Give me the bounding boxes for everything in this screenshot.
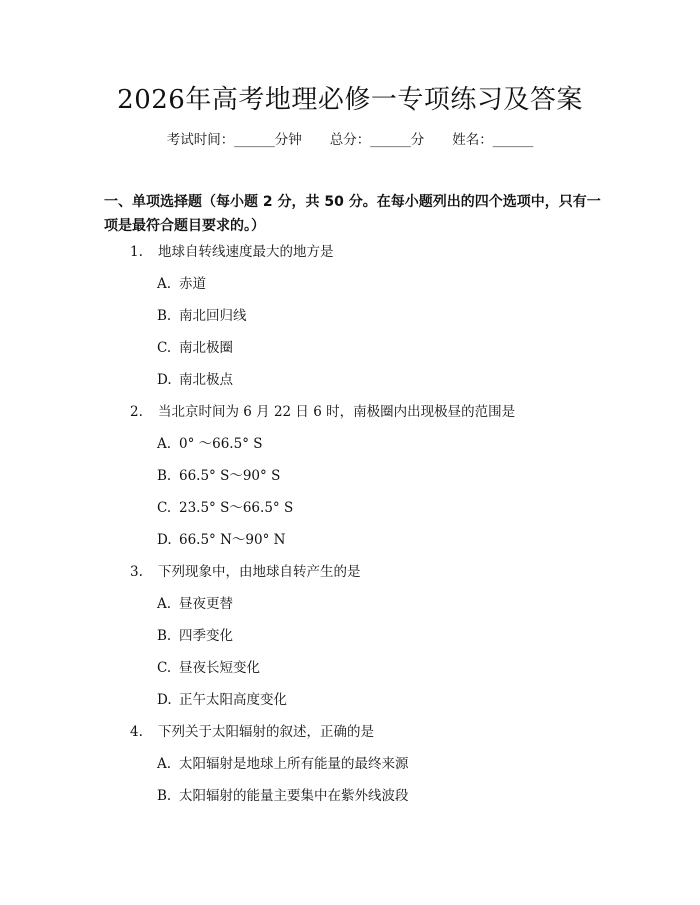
answer-option: [157, 626, 233, 646]
name-field: 姓名：______: [452, 132, 534, 148]
option-letter: A.: [157, 276, 172, 292]
answer-option: [157, 498, 293, 518]
question-text: 地球自转线速度最大的地方是: [158, 244, 334, 260]
option-text: 赤道: [179, 276, 206, 292]
answer-option: [157, 274, 206, 294]
option-letter: C.: [157, 500, 172, 516]
option-text: 昼夜更替: [179, 596, 233, 612]
answer-option: [157, 338, 233, 358]
option-letter: D.: [157, 532, 172, 548]
question-stem: [130, 722, 374, 742]
answer-option: [157, 690, 287, 710]
answer-option: [157, 658, 260, 678]
answer-option: [157, 786, 409, 806]
question-text: 当北京时间为 6 月 22 日 6 时，南极圈内出现极昼的范围是: [158, 404, 516, 420]
option-letter: B.: [157, 468, 172, 484]
question-number: 3.: [130, 564, 143, 580]
option-text: 四季变化: [179, 628, 233, 644]
question-stem: [130, 242, 334, 262]
option-text: 南北极点: [179, 372, 233, 388]
option-text: 0° ～66.5° S: [179, 436, 263, 452]
total-score-field: 总分：______分: [329, 132, 425, 148]
option-letter: B.: [157, 308, 172, 324]
section-heading: 一、单项选择题（每小题 2 分，共 50 分。在每小题列出的四个选项中，只有一项是最符合题目要求的。）: [104, 194, 601, 234]
option-letter: C.: [157, 340, 172, 356]
option-text: 南北极圈: [179, 340, 233, 356]
option-text: 昼夜长短变化: [179, 660, 260, 676]
option-letter: B.: [157, 788, 172, 804]
option-letter: A.: [157, 756, 172, 772]
option-letter: D.: [157, 372, 172, 388]
question-stem: [130, 562, 361, 582]
option-text: 66.5° S～90° S: [179, 468, 281, 484]
option-letter: C.: [157, 660, 172, 676]
option-letter: A.: [157, 596, 172, 612]
question-stem: [130, 402, 515, 422]
answer-option: [157, 594, 233, 614]
question-text: 下列关于太阳辐射的叙述，正确的是: [158, 724, 374, 740]
page-title: 2026年高考地理必修一专项练习及答案: [117, 85, 583, 115]
exam-time-field: 考试时间：______分钟: [166, 132, 302, 148]
question-text: 下列现象中，由地球自转产生的是: [158, 564, 361, 580]
option-text: 太阳辐射是地球上所有能量的最终来源: [179, 756, 409, 772]
option-text: 正午太阳高度变化: [179, 692, 287, 708]
answer-option: [157, 466, 280, 486]
answer-option: [157, 370, 233, 390]
question-number: 4.: [130, 724, 143, 740]
answer-option: [157, 434, 262, 454]
option-text: 66.5° N～90° N: [179, 532, 286, 548]
question-number: 1.: [130, 244, 143, 260]
answer-option: [157, 530, 285, 550]
option-text: 23.5° S～66.5° S: [179, 500, 294, 516]
question-number: 2.: [130, 404, 143, 420]
answer-option: [157, 754, 409, 774]
option-letter: A.: [157, 436, 172, 452]
option-letter: B.: [157, 628, 172, 644]
option-text: 太阳辐射的能量主要集中在紫外线波段: [179, 788, 409, 804]
option-letter: D.: [157, 692, 172, 708]
answer-option: [157, 306, 247, 326]
option-text: 南北回归线: [179, 308, 247, 324]
